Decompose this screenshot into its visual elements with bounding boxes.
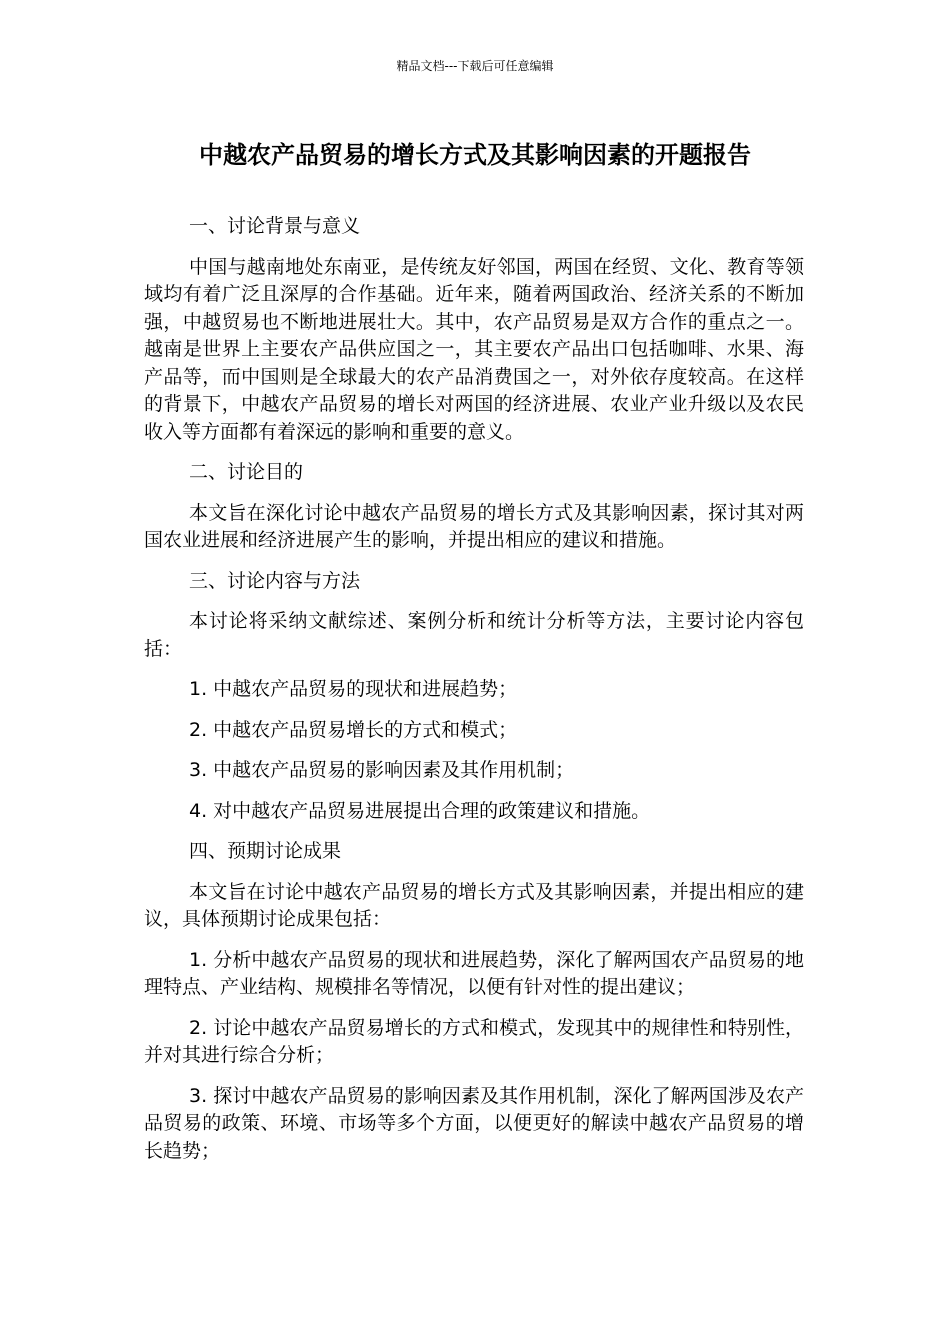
section-heading-purpose: 二、讨论目的 <box>189 461 304 483</box>
paragraph-content-method: 本讨论将采纳文献综述、案例分析和统计分析等方法，主要讨论内容包括： <box>144 610 804 660</box>
section-heading-expected-results: 四、预期讨论成果 <box>189 840 342 862</box>
list-item: 4. 对中越农产品贸易进展提出合理的政策建议和措施。 <box>189 799 651 822</box>
paragraph-background: 中国与越南地处东南亚，是传统友好邻国，两国在经贸、文化、教育等领域均有着广泛且深厚的合作基础。近年来，随着两国政治、经济关系的不断加强，中越贸易也不断地进展壮大。其中，农产品贸易是双方合作的重点之一。越南是世界上主要农产品供应国之一，其主要农产品出口包括咖啡、水果、海产品等，而中国则是全球最大的农产品消费国之一，对外依存度较高。在这样的背景下，中越农产品贸易的增长对两国的经济进展、农业产业升级以及农民收入等方面都有着深远的影响和重要的意义。 <box>144 255 804 443</box>
paragraph-purpose: 本文旨在深化讨论中越农产品贸易的增长方式及其影响因素，探讨其对两国农业进展和经济进展产生的影响，并提出相应的建议和措施。 <box>144 501 804 551</box>
section-heading-background: 一、讨论背景与意义 <box>189 215 361 237</box>
list-item: 3. 中越农产品贸易的影响因素及其作用机制； <box>189 759 575 781</box>
list-item: 3. 探讨中越农产品贸易的影响因素及其作用机制，深化了解两国涉及农产品贸易的政策、环境、市场等多个方面，以便更好的解读中越农产品贸易的增长趋势； <box>144 1084 804 1162</box>
list-item: 2. 讨论中越农产品贸易增长的方式和模式，发现其中的规律性和特别性，并对其进行综合分析； <box>144 1016 804 1066</box>
list-item: 1. 分析中越农产品贸易的现状和进展趋势，深化了解两国农产品贸易的地理特点、产业结构、规模排名等情况，以便有针对性的提出建议； <box>144 948 804 998</box>
paragraph-expected-results: 本文旨在讨论中越农产品贸易的增长方式及其影响因素，并提出相应的建议，具体预期讨论成果包括： <box>144 880 804 930</box>
document-title: 中越农产品贸易的增长方式及其影响因素的开题报告 <box>199 141 751 169</box>
list-item: 1. 中越农产品贸易的现状和进展趋势； <box>189 678 518 700</box>
header-note: 精品文档---下载后可任意编辑 <box>396 59 554 73</box>
list-item: 2. 中越农产品贸易增长的方式和模式； <box>189 718 518 741</box>
document-body <box>144 213 804 1178</box>
section-heading-content-method: 三、讨论内容与方法 <box>189 569 361 592</box>
